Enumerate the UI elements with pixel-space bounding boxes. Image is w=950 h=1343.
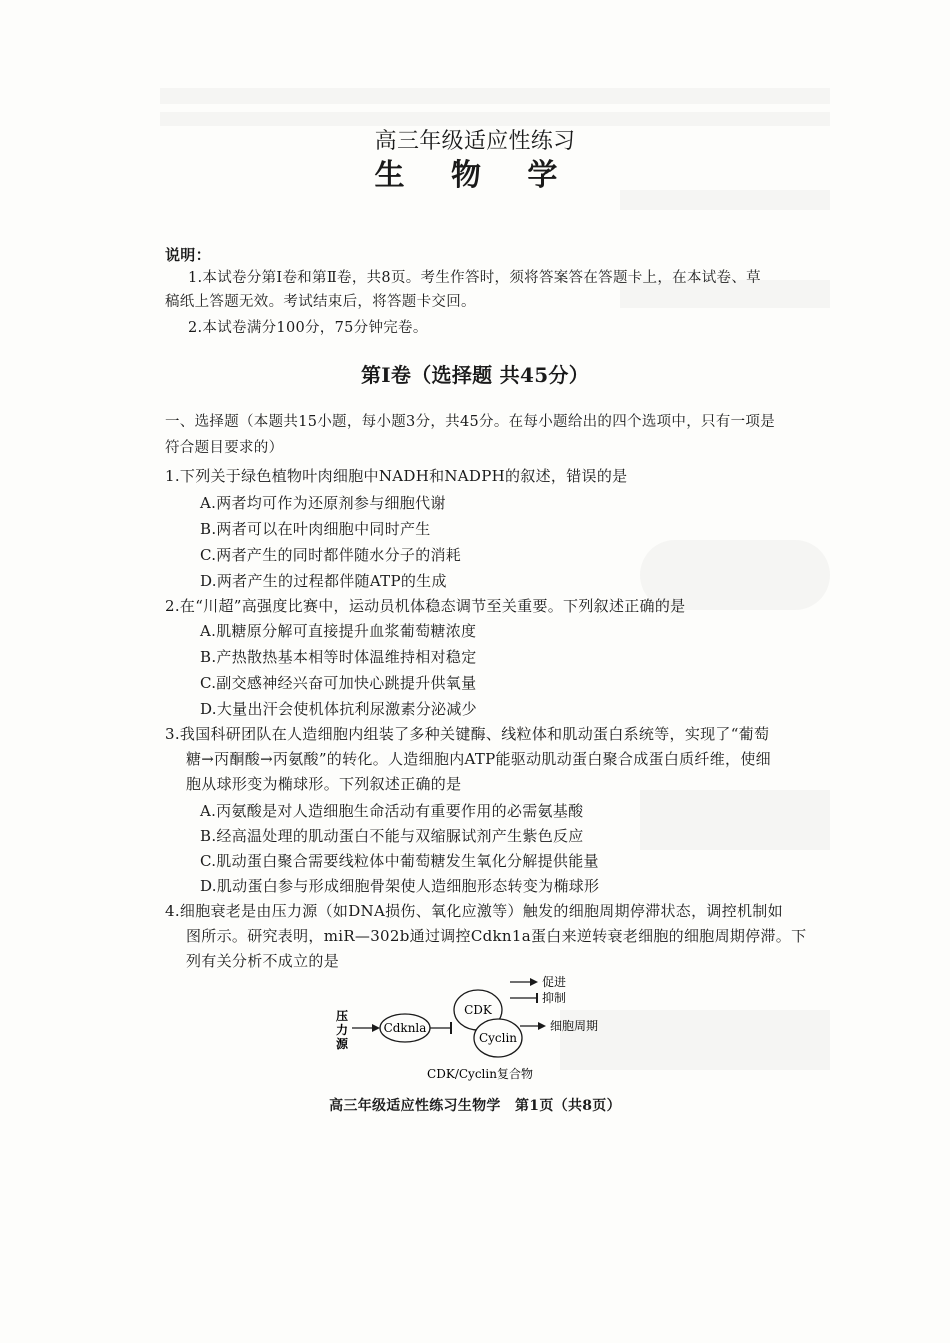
question-option: D.大量出汗会使机体抗利尿激素分泌减少 [200,700,477,718]
question-stem: 胞从球形变为椭球形。下列叙述正确的是 [186,775,462,793]
legend-promote-arrowhead [530,978,538,986]
question-option: D.两者产生的过程都伴随ATP的生成 [200,572,447,590]
cdkn1a-label: Cdknla [383,1021,427,1035]
exam-title: 生 物 学 [374,158,576,193]
question-stem: 4.细胞衰老是由压力源（如DNA损伤、氧化应激等）触发的细胞周期停滞状态，调控机制如 [165,902,783,920]
question-stem: 列有关分析不成立的是 [186,952,340,970]
section-instruction: 一、选择题（本题共15小题，每小题3分，共45分。在每小题给出的四个选项中，只有一项是 [165,414,776,430]
bleed-through-shadow [160,112,830,126]
stress-source-label: 压 [336,1009,349,1023]
notes-line: 2.本试卷满分100分，75分钟完卷。 [188,320,428,336]
legend-inhibit-label: 抑制 [542,991,567,1005]
promote-arrowhead [538,1022,546,1030]
question-option: B.两者可以在叶肉细胞中同时产生 [200,520,431,538]
regulation-diagram [320,970,640,1088]
question-option: A.两者均可作为还原剂参与细胞代谢 [200,494,446,512]
notes-line: 1.本试卷分第Ⅰ卷和第Ⅱ卷，共8页。考生作答时，须将答案答在答题卡上，在本试卷、草 [188,270,761,286]
promote-arrowhead [372,1024,380,1032]
question-option: A.肌糖原分解可直接提升血浆葡萄糖浓度 [200,622,477,640]
stress-source-label: 源 [336,1037,349,1051]
question-stem: 3.我国科研团队在人造细胞内组装了多种关键酶、线粒体和肌动蛋白系统等，实现了“葡萄 [165,725,770,743]
bleed-through-shadow [160,88,830,104]
question-option: C.两者产生的同时都伴随水分子的消耗 [200,546,462,564]
section-instruction: 符合题目要求的） [165,440,284,456]
question-stem: 2.在“川超”高强度比赛中，运动员机体稳态调节至关重要。下列叙述正确的是 [165,597,686,615]
question-option: D.肌动蛋白参与形成细胞骨架使人造细胞形态转变为椭球形 [200,877,600,895]
notes-line: 稿纸上答题无效。考试结束后，将答题卡交回。 [165,294,476,310]
stress-source-label: 力 [336,1023,349,1037]
question-stem: 糖→丙酮酸→丙氨酸”的转化。人造细胞内ATP能驱动肌动蛋白聚合成蛋白质纤维，使细 [186,750,771,768]
cyclin-label: Cyclin [478,1031,518,1045]
question-stem: 1.下列关于绿色植物叶肉细胞中NADH和NADPH的叙述，错误的是 [165,467,628,485]
question-option: B.经高温处理的肌动蛋白不能与双缩脲试剂产生紫色反应 [200,827,584,845]
complex-caption: CDK/Cyclin复合物 [427,1067,533,1081]
bleed-through-shadow [640,790,830,850]
question-option: A.丙氨酸是对人造细胞生命活动有重要作用的必需氨基酸 [200,802,584,820]
page-footer: 高三年级适应性练习生物学 第1页（共8页） [329,1098,621,1114]
question-option: B.产热散热基本相等时体温维持相对稳定 [200,648,477,666]
cell-cycle-label: 细胞周期 [550,1019,599,1033]
section-title: 第Ⅰ卷（选择题 共45分） [360,363,590,387]
question-stem: 图所示。研究表明，miR—302b通过调控Cdkn1a蛋白来逆转衰老细胞的细胞周期停滞。下 [186,927,807,945]
cdk-label: CDK [464,1003,492,1017]
notes-heading: 说明： [165,246,211,264]
question-option: C.副交感神经兴奋可加快心跳提升供氧量 [200,674,477,692]
legend-promote-label: 促进 [542,975,567,989]
exam-subtitle: 高三年级适应性练习 [374,129,576,154]
question-option: C.肌动蛋白聚合需要线粒体中葡萄糖发生氧化分解提供能量 [200,852,599,870]
